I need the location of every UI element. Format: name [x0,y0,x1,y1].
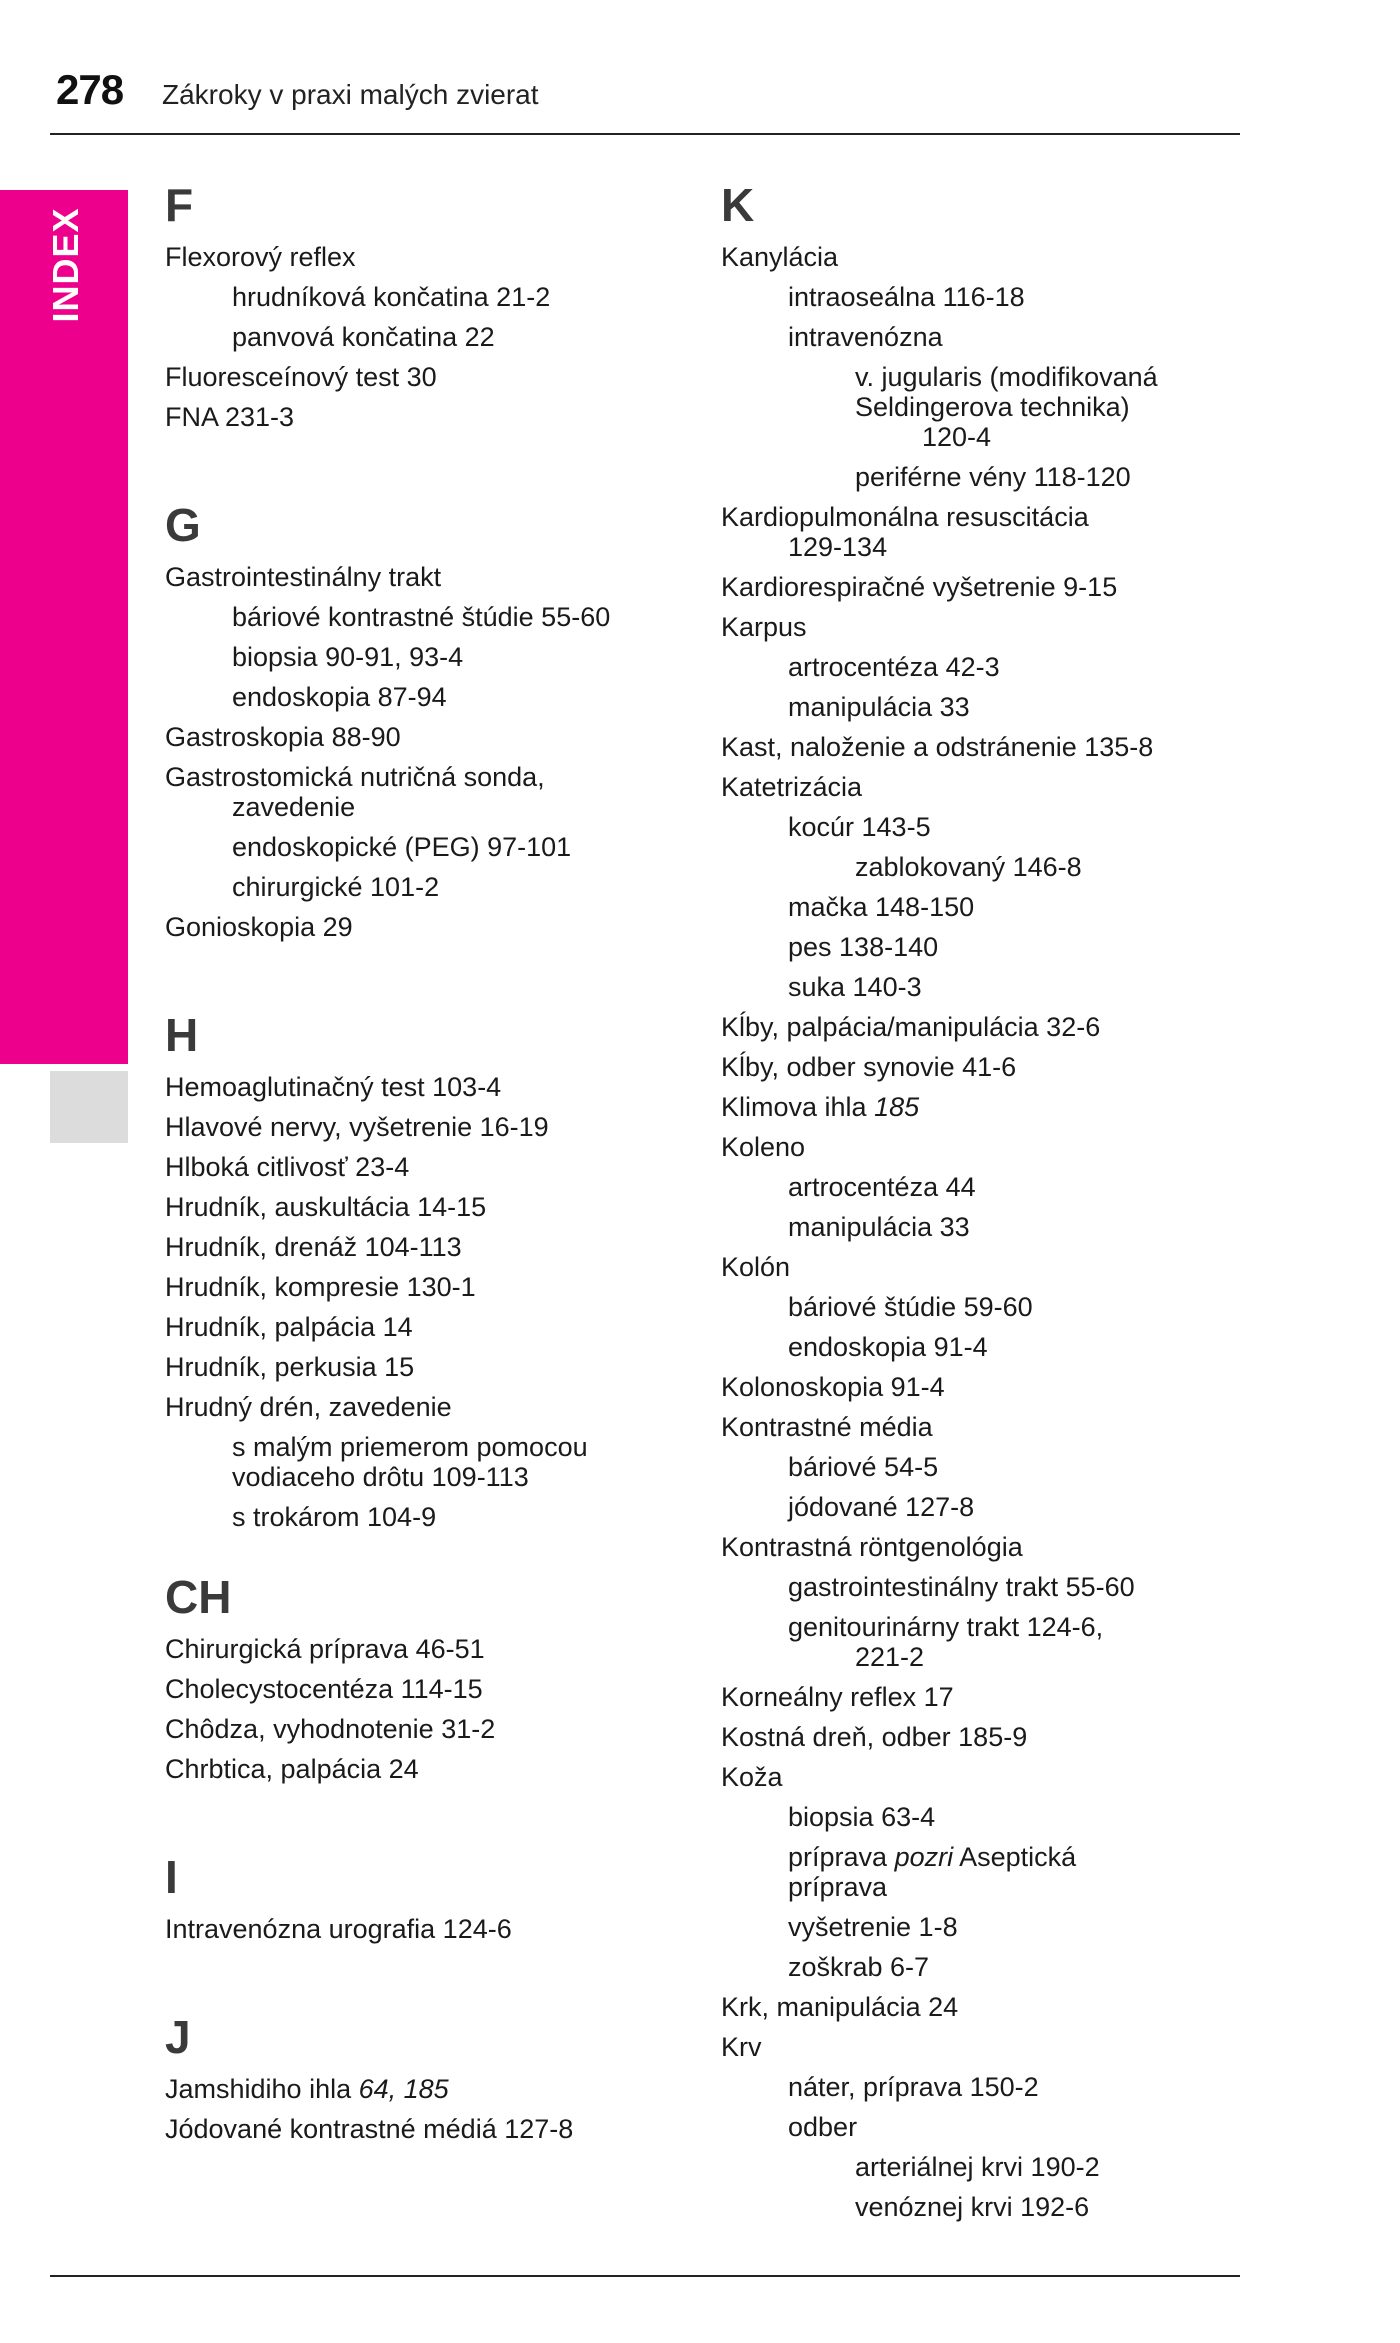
index-entry: Flexorový reflex [165,242,356,272]
index-entry: biopsia 90-91, 93-4 [232,642,464,672]
index-entry: báriové 54-5 [788,1452,939,1482]
index-entry: náter, príprava 150-2 [788,2072,1039,2102]
index-entry: pes 138-140 [788,932,939,962]
index-entry: Kolonoskopia 91-4 [721,1372,945,1402]
index-entry: odber [788,2112,858,2142]
index-entry: suka 140-3 [788,972,922,1002]
index-tab-label: INDEX [45,207,86,323]
index-entry: Klimova ihla 185 [721,1092,920,1122]
index-section [165,2007,685,2149]
index-entry: chirurgické 101-2 [232,872,440,902]
footer-rule [50,2275,1240,2277]
index-entry: Hrudník, palpácia 14 [165,1312,413,1342]
index-entry: Chrbtica, palpácia 24 [165,1754,419,1784]
index-entry: Hrudník, drenáž 104-113 [165,1232,462,1262]
index-entry: Gastrostomická nutričná sonda, zavedenie [165,762,545,822]
index-entry: Kĺby, odber synovie 41-6 [721,1052,1017,1082]
index-entry: Hrudník, perkusia 15 [165,1352,415,1382]
section-letter: CH [165,1571,232,1623]
index-entry: hrudníková končatina 21-2 [232,282,551,312]
index-entry: endoskopické (PEG) 97-101 [232,832,572,862]
index-entry: venóznej krvi 192-6 [855,2192,1090,2222]
index-entry: Kast, naloženie a odstránenie 135-8 [721,732,1154,762]
index-entry: Jamshidiho ihla 64, 185 [165,2074,449,2104]
index-section [165,1005,685,1537]
index-entry: kocúr 143-5 [788,812,931,842]
index-entry: genitourinárny trakt 124-6, 221-2 [788,1612,1104,1672]
index-entry: s trokárom 104-9 [232,1502,437,1532]
index-entry: Jódované kontrastné médiá 127-8 [165,2114,574,2144]
index-entry: artrocentéza 42-3 [788,652,1000,682]
index-entry: gastrointestinálny trakt 55-60 [788,1572,1135,1602]
index-entry: intravenózna [788,322,943,352]
index-entry: Karpus [721,612,807,642]
index-section [721,175,1241,2227]
index-entry: v. jugularis (modifikovaná Seldingerova technika) 120-4 [855,362,1158,452]
index-entry: Kĺby, palpácia/manipulácia 32-6 [721,1012,1101,1042]
index-entry: Hlavové nervy, vyšetrenie 16-19 [165,1112,549,1142]
index-entry: endoskopia 87-94 [232,682,447,712]
index-entry: FNA 231-3 [165,402,295,432]
index-entry: Fluoresceínový test 30 [165,362,437,392]
index-entry: biopsia 63-4 [788,1802,936,1832]
section-letter: J [165,2011,191,2063]
index-entry: Kontrastná röntgenológia [721,1532,1023,1562]
index-entry: Korneálny reflex 17 [721,1682,954,1712]
section-letter: I [165,1851,178,1903]
section-letter: F [165,179,194,231]
index-entry: Krk, manipulácia 24 [721,1992,959,2022]
index-entry: panvová končatina 22 [232,322,495,352]
section-letter: K [721,179,755,231]
page-header [50,66,1240,132]
index-section [165,175,685,437]
index-column-right [721,175,1241,2227]
index-entry: endoskopia 91-4 [788,1332,988,1362]
index-entry: Hemoaglutinačný test 103-4 [165,1072,502,1102]
index-column-left [165,175,685,2149]
index-entry: jódované 127-8 [788,1492,975,1522]
index-entry: Koleno [721,1132,806,1162]
index-entry: Kardiorespiračné vyšetrenie 9-15 [721,572,1118,602]
index-entry: Cholecystocentéza 114-15 [165,1674,483,1704]
index-entry: Chôdza, vyhodnotenie 31-2 [165,1714,496,1744]
index-section [165,1847,685,1949]
index-entry: Hrudník, kompresie 130-1 [165,1272,476,1302]
index-entry: s malým priemerom pomocou vodiaceho drôtu 109-113 [232,1432,588,1492]
header-rule [50,133,1240,135]
index-entry: periférne vény 118-120 [855,462,1131,492]
index-entry: manipulácia 33 [788,692,970,722]
index-entry: zoškrab 6-7 [788,1952,930,1982]
index-entry: zablokovaný 146-8 [855,852,1082,882]
index-section [165,1567,685,1789]
index-entry: Kolón [721,1252,791,1282]
index-entry: vyšetrenie 1-8 [788,1912,958,1942]
index-entry: Hlboká citlivosť 23-4 [165,1152,410,1182]
index-entry: Hrudný drén, zavedenie [165,1392,452,1422]
page-number: 278 [56,66,124,113]
index-entry: Kontrastné média [721,1412,933,1442]
index-entry: báriové štúdie 59-60 [788,1292,1033,1322]
page-title: Zákroky v praxi malých zvierat [162,79,539,110]
index-entry: arteriálnej krvi 190-2 [855,2152,1100,2182]
section-letter: H [165,1009,199,1061]
section-letter: G [165,499,201,551]
index-entry: báriové kontrastné štúdie 55-60 [232,602,611,632]
index-entry: Kanylácia [721,242,839,272]
index-entry: Gonioskopia 29 [165,912,353,942]
index-entry: Chirurgická príprava 46-51 [165,1634,485,1664]
index-entry: artrocentéza 44 [788,1172,976,1202]
index-entry: Kostná dreň, odber 185-9 [721,1722,1028,1752]
index-entry: Krv [721,2032,762,2062]
index-entry: príprava pozri Aseptická príprava [788,1842,1077,1902]
index-entry: Katetrizácia [721,772,863,802]
index-entry: Koža [721,1762,783,1792]
index-entry: Gastrointestinálny trakt [165,562,442,592]
index-entry: Kardiopulmonálna resuscitácia 129-134 [721,502,1089,562]
index-entry: Gastroskopia 88-90 [165,722,401,752]
index-entry: Intravenózna urografia 124-6 [165,1914,512,1944]
index-entry: intraoseálna 116-18 [788,282,1025,312]
index-entry: Hrudník, auskultácia 14-15 [165,1192,487,1222]
index-entry: mačka 148-150 [788,892,975,922]
grey-tab-marker [50,1071,128,1143]
index-entry: manipulácia 33 [788,1212,970,1242]
index-section [165,495,685,947]
